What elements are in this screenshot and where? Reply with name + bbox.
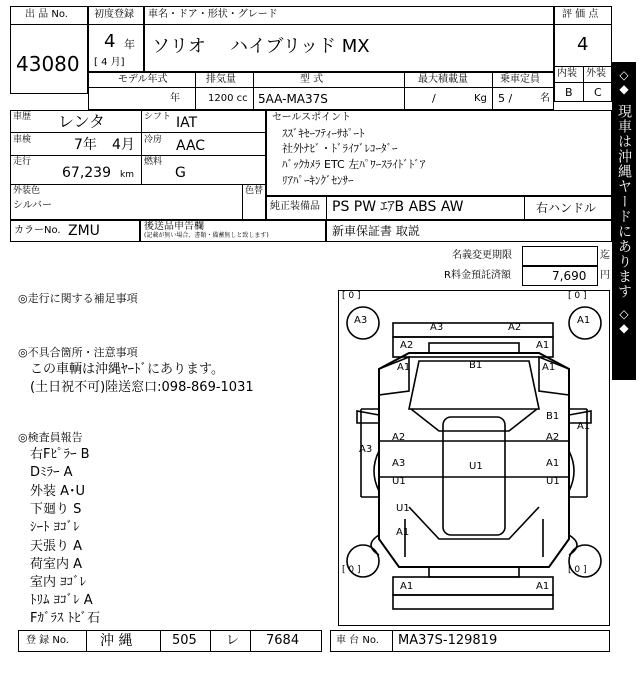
sales-point-1: ｽｽﾞｷｾｰﾌﾃｨｰｻﾎﾟｰﾄ <box>282 127 365 140</box>
max-load-label: 最大積載量 <box>418 74 468 85</box>
chassis-value: MA37S-129819 <box>398 633 498 648</box>
steering-value: 右ハンドル <box>536 201 597 215</box>
displacement-label: 排気量 <box>206 74 236 85</box>
reg-area: 沖 縄 <box>100 633 133 649</box>
damage-count-top-left: [ 0 ] <box>342 291 361 301</box>
first-reg-label: 初度登録 <box>94 9 134 20</box>
lot-label: 出 品 No. <box>25 9 68 20</box>
ac-label: 冷房 <box>144 135 163 145</box>
sales-point-2: 社外ﾅﾋﾞ・ﾄﾞﾗｲﾌﾞﾚｺｰﾀﾞｰ <box>282 142 398 155</box>
damage-mark: U1 <box>469 461 483 472</box>
damage-mark: A1 <box>546 458 560 469</box>
reg-label: 登 録 No. <box>26 635 69 646</box>
inspector-item: 荷室内 A <box>30 557 83 572</box>
side-banner <box>612 62 636 380</box>
inspection-month: 4月 <box>112 137 135 153</box>
mileage-unit: km <box>120 170 134 180</box>
history-label: 車歴 <box>13 112 32 122</box>
model-year-unit: 年 <box>170 93 180 104</box>
recycle-value: 7,690 <box>552 269 587 283</box>
interior-grade: B <box>565 86 573 99</box>
color-change-label: 色替 <box>245 186 264 196</box>
equipment-label: 純正装備品 <box>270 201 320 212</box>
max-load-unit: Kg <box>474 93 487 104</box>
lot-number: 43080 <box>16 52 80 76</box>
damage-mark: A1 <box>577 421 591 432</box>
capacity-unit: 名 <box>540 93 550 104</box>
driving-notes-label: ◎走行に関する補足事項 <box>18 292 138 305</box>
damage-mark: A1 <box>396 527 410 538</box>
inspection-year: 7年 <box>74 137 97 153</box>
inspector-item: ﾄﾘﾑ ﾖｺﾞﾚ A <box>30 593 93 608</box>
model-value: 5AA-MA37S <box>258 92 328 106</box>
reg-class: 505 <box>172 633 197 648</box>
damage-mark: A3 <box>359 444 373 455</box>
ac-value: AAC <box>176 138 206 154</box>
inspector-item: 室内 ﾖｺﾞﾚ <box>30 575 87 590</box>
damage-mark: U1 <box>396 503 410 514</box>
color-no-label: カラーNo. <box>14 225 61 236</box>
damage-mark: A3 <box>430 322 444 333</box>
defect-line-1: この車輌は沖縄ﾔｰﾄﾞにあります。 <box>30 362 224 377</box>
aftermarket-note: (記載が無い場合、書類・備蓄無しと致します) <box>144 232 269 239</box>
damage-count-top-right: [ 0 ] <box>568 291 587 301</box>
damage-mark: U1 <box>392 476 406 487</box>
exterior-label: 外装 <box>586 68 606 79</box>
mileage-label: 走行 <box>13 157 32 167</box>
first-reg-year-unit: 年 <box>124 38 135 51</box>
diamond-icon: ◇◆ <box>617 307 631 335</box>
inspector-item: 右Fﾋﾟﾗｰ B <box>30 447 90 462</box>
capacity-value: 5 / <box>498 92 513 105</box>
displacement-value: 1200 cc <box>208 93 248 104</box>
chassis-label: 車 台 No. <box>336 635 379 646</box>
first-reg-month: [ 4 月] <box>94 57 125 68</box>
inspector-item: Fｶﾞﾗｽ ﾄﾋﾞ石 <box>30 611 101 626</box>
ext-color-label: 外装色 <box>13 186 41 196</box>
inspector-item: ｼｰﾄ ﾖｺﾞﾚ <box>30 520 80 535</box>
name-change-unit: 迄 <box>600 250 610 261</box>
recycle-unit: 円 <box>600 270 610 281</box>
sales-point-3: ﾊﾞｯｸｶﾒﾗ ETC 左ﾊﾟﾜｰｽﾗｲﾄﾞﾄﾞｱ <box>282 158 426 171</box>
recycle-label: R料金預託済額 <box>444 270 511 281</box>
aftermarket-label: 後送品申告欄 <box>144 221 204 232</box>
side-banner-text: 現車は沖縄ヤードにあります <box>616 104 632 299</box>
defect-notes-label: ◎不具合箇所・注意事項 <box>18 346 138 359</box>
car-name-label: 車名・ドア・形状・グレード <box>148 9 278 20</box>
sales-point-4: ﾘｱﾊﾟｰｷﾝｸﾞｾﾝｻｰ <box>282 174 354 187</box>
damage-mark: B1 <box>469 360 483 371</box>
defect-line-2: (土日祝不可)陸送窓口:098-869-1031 <box>30 380 254 395</box>
inspector-item: 外装 A･U <box>30 484 86 499</box>
capacity-label: 乗車定員 <box>500 74 540 85</box>
ext-color-value: シルバー <box>13 200 53 211</box>
reg-number: 7684 <box>266 633 300 648</box>
rating-label: 評 価 点 <box>562 9 599 20</box>
first-reg-year: 4 <box>104 31 116 52</box>
equipment-value: PS PW ｴｱB ABS AW <box>332 199 464 215</box>
damage-mark: A1 <box>536 581 550 592</box>
damage-count-bottom-right: [ 0 ] <box>568 565 587 575</box>
inspector-item: 天張り A <box>30 539 83 554</box>
damage-mark: A1 <box>400 581 414 592</box>
mileage-value: 67,239 <box>62 165 111 181</box>
inspector-notes-label: ◎検査員報告 <box>18 431 83 444</box>
car-grade: ハイブリッド MX <box>230 36 370 57</box>
inspection-label: 車検 <box>13 135 32 145</box>
exterior-grade: C <box>594 86 602 99</box>
name-change-label: 名義変更期限 <box>452 250 512 261</box>
damage-mark: A2 <box>400 340 414 351</box>
car-diagram <box>338 290 610 626</box>
sales-points-label: セールスポイント <box>272 112 352 123</box>
damage-mark: U1 <box>546 476 560 487</box>
max-load-sep: / <box>432 92 436 105</box>
damage-mark: A2 <box>546 432 560 443</box>
history-value: レンタ <box>58 112 105 131</box>
shift-label: シフト <box>144 112 172 122</box>
damage-mark: A1 <box>397 362 411 373</box>
name-change-box <box>522 246 598 266</box>
damage-mark: A3 <box>354 315 368 326</box>
damage-mark: A1 <box>536 340 550 351</box>
rating-score: 4 <box>577 34 589 55</box>
color-no-value: ZMU <box>68 223 100 239</box>
shift-value: IAT <box>176 115 198 131</box>
inspector-item: Dﾐﾗｰ A <box>30 465 73 480</box>
model-year-label: モデル年式 <box>118 74 168 85</box>
car-name: ソリオ <box>152 36 206 57</box>
damage-count-bottom-left: [ 0 ] <box>342 565 361 575</box>
damage-mark: A2 <box>392 432 406 443</box>
diamond-icon: ◇◆ <box>617 68 631 96</box>
reg-kana: レ <box>226 633 240 648</box>
damage-mark: A1 <box>577 315 591 326</box>
fuel-label: 燃料 <box>144 157 163 167</box>
damage-mark: A1 <box>542 362 556 373</box>
damage-mark: A2 <box>508 322 522 333</box>
warranty-value: 新車保証書 取説 <box>332 224 420 238</box>
damage-mark: B1 <box>546 411 560 422</box>
damage-mark: A3 <box>392 458 406 469</box>
fuel-value: G <box>175 165 186 181</box>
model-label: 型 式 <box>300 74 324 85</box>
interior-label: 内装 <box>557 68 577 79</box>
inspector-item: 下廻り S <box>30 502 82 517</box>
